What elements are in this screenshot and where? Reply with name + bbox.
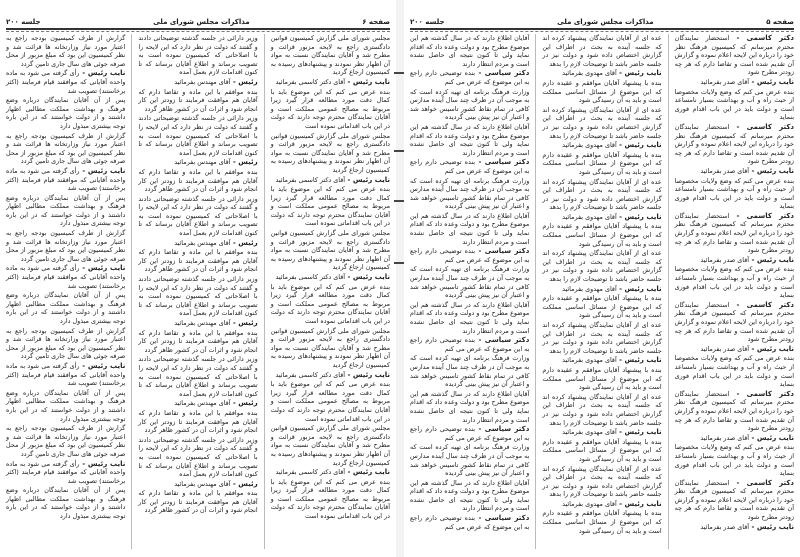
- page-header: [6, 16, 390, 28]
- paragraph: [138, 78, 257, 87]
- paragraph: [138, 489, 257, 515]
- paragraph-text: آقای دکتر کاسمی بفرمائید: [275, 175, 346, 184]
- paragraph: [410, 34, 529, 68]
- speaker-name: نایب رئیس -: [616, 141, 662, 150]
- paragraph: [138, 399, 257, 408]
- paragraph: [138, 88, 257, 114]
- paragraph: [138, 248, 257, 274]
- paragraph: [410, 265, 529, 299]
- paragraph-text: آقای صدر بفرمائید: [700, 166, 750, 175]
- paragraph-text: عده ای از آقایان نمایندگان پیشنهاد کرده اند که جلسه آینده به بحث در اطراف این گزارش اختصاص داده شود و دولت نیز در جلسه حاضر باشد تا توضیحات لازم را بدهد: [542, 105, 662, 140]
- paragraph-text: آقای صدر بفرمائید: [700, 522, 750, 531]
- speaker-name: رئیس -: [230, 319, 258, 327]
- paragraph: [138, 168, 257, 194]
- paragraph: [410, 301, 529, 335]
- paragraph: [410, 425, 529, 442]
- paragraph: [675, 88, 794, 122]
- paragraph-text: استحضار نمایندگان محترم میرسانم که کمیسیون فرهنگ نظر خود را درباره این لایحه اعلام نموده و گزارش آن تقدیم شده است و تقاضا دارم که هر چه زودتر مطرح شود: [674, 122, 794, 166]
- speaker-name: دکتر سیاسی -: [475, 247, 530, 256]
- paragraph: [6, 69, 125, 95]
- speaker-name: دکتر سیاسی -: [475, 158, 530, 167]
- header-rule: [410, 28, 794, 32]
- paragraph: [138, 355, 257, 398]
- speaker-name: نایب رئیس -: [616, 499, 662, 508]
- speaker-name: دکتر سیاسی -: [475, 69, 530, 78]
- paragraph-text: استحضار نمایندگان محترم میرسانم که کمیسیون فرهنگ نظر خود را درباره این لایحه اعلام نموده و گزارش آن تقدیم شده است و تقاضا دارم که هر چه زودتر مطرح شود: [674, 478, 794, 522]
- paragraph: [675, 443, 794, 477]
- paragraph: [542, 213, 661, 222]
- paragraph: [542, 249, 661, 283]
- paragraph: [542, 151, 661, 177]
- paragraph: [410, 354, 529, 388]
- paragraph: [138, 195, 257, 238]
- paragraph-text: عده ای از آقایان نمایندگان پیشنهاد کرده اند که جلسه آینده به بحث در اطراف این گزارش اختصاص داده شود و دولت نیز در جلسه حاضر باشد تا توضیحات لازم را بدهد: [542, 464, 662, 499]
- paragraph-text: آقای صدر بفرمائید: [700, 255, 750, 264]
- speaker-name: نایب رئیس -: [345, 468, 390, 477]
- paragraph-text: پس از آن آقایان نمایندگان درباره وضع فرهنگ و بهداشت مملکت مطالبی اظهار داشتند و از دولت خواستند که در این باره توجه بیشتری مبذول دارد: [6, 96, 126, 130]
- paragraph-text: آقای مهندس بفرمائید: [174, 319, 231, 327]
- paragraph-text: آقای دکتر کاسمی بفرمائید: [275, 273, 346, 282]
- paragraph-text: وزیر دارائی در جلسه گذشته توضیحاتی دادند و گفتند که دولت در نظر دارد که این لایحه را با اصلاحاتی که کمیسیون نموده است به تصویب برساند و اطلاع آقایان برساند که تا کنون اقدامات لازم بعمل آمده: [138, 114, 258, 157]
- speaker-name: دکتر سیاسی -: [475, 425, 530, 434]
- running-title: مذاکرات مجلس شورای ملی: [153, 18, 250, 26]
- paragraph-text: عده ای از آقایان نمایندگان پیشنهاد کرده اند که جلسه آینده به بحث در اطراف این گزارش اختصاص داده شود و دولت نیز در جلسه حاضر باشد تا توضیحات لازم را بدهد: [542, 249, 662, 284]
- paragraph: [542, 465, 661, 499]
- paragraph: [138, 114, 257, 157]
- paragraph: [675, 212, 794, 255]
- paragraph: [271, 229, 390, 272]
- paragraph-text: گزارش از طرف کمیسیون بودجه راجع به اعتبار مورد نیاز وزارتخانه ها قرائت شد و نظر کمیسیون این بود که مبلغ مزبور از محل صرفه جوئی های سال جاری تامین گردد: [6, 131, 126, 166]
- paragraph-text: آقای مهندس بفرمائید: [174, 479, 231, 488]
- running-title: مذاکرات مجلس شورای ملی: [557, 18, 654, 26]
- paragraph-text: مجلس شورای ملی گزارش کمیسیون قوانین دادگستری راجع به لایحه مزبور قرائت و مطرح شد و آقایان نمایندگان نسبت به مواد آن اظهار نظر نمودند و پیشنهادهای رسیده به کمیسیون ارجاع گردید: [270, 229, 390, 272]
- paragraph: [675, 301, 794, 344]
- paragraph: [410, 158, 529, 175]
- paragraph-text: آقایان اطلاع دارند که در سال گذشته هم این موضوع مطرح بود و دولت وعده داد که اقدام نماید ولی تا کنون نتیجه ای حاصل نشده است و مردم انتظار دارند: [410, 122, 530, 157]
- paragraph-text: بنده موافقم با این ماده و تقاضا دارم که آقایان هم موافقت فرمایند تا زودتر این کار انجام شود و اثرات آن در کشور ظاهر گردد: [138, 167, 258, 194]
- column-divider: [668, 34, 669, 549]
- paragraph-text: بنده عرض می کنم که این موضوع باید با کمال دقت مورد مطالعه قرار گیرد زیرا مربوط به مصالح عمومی مملکت است و آقایان نمایندگان محترم توجه دارند که دولت در این باب اقداماتی نموده است: [270, 87, 390, 130]
- right-page: [406, 0, 798, 557]
- text-columns: [410, 34, 794, 549]
- paragraph-text: وزیر دارائی در جلسه گذشته توضیحاتی دادند و گفتند که دولت در نظر دارد که این لایحه را با اصلاحاتی که کمیسیون نموده است به تصویب برساند و اطلاع آقایان برساند که تا کنون اقدامات لازم بعمل آمده: [138, 275, 258, 318]
- paragraph: [675, 123, 794, 166]
- speaker-name: نایب رئیس -: [749, 166, 794, 175]
- page-number: صفحه ۵: [766, 18, 794, 26]
- paragraph: [271, 478, 390, 521]
- paragraph-text: آقای مهندس بفرمائید: [174, 158, 231, 167]
- paragraph: [675, 78, 794, 87]
- paragraph-text: بنده عرض می کنم که این موضوع باید با کمال دقت مورد مطالعه قرار گیرد زیرا مربوط به مصالح عمومی مملکت است و آقایان نمایندگان محترم توجه دارند که دولت در این باب اقداماتی نموده است: [270, 282, 390, 325]
- paragraph-text: بنده با پیشنهاد آقایان موافقم و عقیده دارم که این موضوع از مسائل اساسی مملکت است و باید به آن رسیدگی شود: [542, 222, 662, 248]
- paragraph: [410, 247, 529, 264]
- paragraph: [271, 283, 390, 326]
- paragraph-text: وزارت فرهنگ برنامه ای تهیه کرده است که به موجب آن در ظرف چند سال آینده مدارس کافی در تمام نقاط کشور تاسیس خواهد شد و اعتبار آن نیز پیش بینی گردیده: [410, 354, 530, 389]
- paragraph: [410, 88, 529, 122]
- paragraph-text: آقایان اطلاع دارند که در سال گذشته هم این موضوع مطرح بود و دولت وعده داد که اقدام نماید ولی تا کنون نتیجه ای حاصل نشده است و مردم انتظار دارند: [410, 211, 530, 246]
- paragraph-text: بنده موافقم با این ماده و تقاضا دارم که آقایان هم موافقت فرمایند تا زودتر این کار انجام شود و اثرات آن در کشور ظاهر گردد: [138, 87, 258, 113]
- paragraph: [410, 177, 529, 211]
- paragraph: [138, 34, 257, 77]
- paragraph-text: بنده با پیشنهاد آقایان موافقم و عقیده دارم که این موضوع از مسائل اساسی مملکت است و باید به آن رسیدگی شود: [542, 437, 662, 463]
- paragraph: [542, 222, 661, 248]
- paragraph-text: بنده توضیحی دارم راجع به این موضوع که عرض می کنم: [410, 69, 530, 86]
- paragraph: [675, 256, 794, 265]
- paragraph-text: بنده عرض می کنم که وضع ولایات مخصوصا از حیث راه و آب و بهداشت بسیار نامساعد است و دولت باید در این باب اقدام فوری بنماید: [674, 87, 794, 122]
- paragraph: [271, 34, 390, 77]
- column-divider: [264, 34, 265, 549]
- paragraph-text: بنده عرض می کنم که این موضوع باید با کمال دقت مورد مطالعه قرار گیرد زیرا مربوط به مصالح عمومی مملکت است و آقایان نمایندگان محترم توجه دارند که دولت در این باب اقداماتی نموده است: [270, 380, 390, 423]
- paragraph-text: آقای مهندس بفرمائید: [174, 77, 231, 86]
- paragraph-text: بنده عرض می کنم که وضع ولایات مخصوصا از حیث راه و آب و بهداشت بسیار نامساعد است و دولت باید در این باب اقدام فوری بنماید: [674, 443, 794, 478]
- paragraph-text: پس از آن آقایان نمایندگان درباره وضع فرهنگ و بهداشت مملکت مطالبی اظهار داشتند و از دولت خواستند که در این باره توجه بیشتری مبذول دارد: [6, 291, 126, 325]
- paragraph: [410, 479, 529, 513]
- paragraph-text: گزارش از طرف کمیسیون بودجه راجع به اعتبار مورد نیاز وزارتخانه ها قرائت شد و نظر کمیسیون این بود که مبلغ مزبور از محل صرفه جوئی های سال جاری تامین گردد: [6, 424, 126, 458]
- paragraph: [675, 34, 794, 77]
- paragraph: [675, 390, 794, 433]
- paragraph: [675, 479, 794, 522]
- paragraph: [271, 468, 390, 477]
- paragraph: [138, 158, 257, 167]
- paragraph-text: رأی گرفته می شود به ماده واحده آقایانی که موافقند قیام فرمایند (اکثر برخاستند) تصویب شد: [6, 166, 126, 193]
- paragraph: [542, 106, 661, 140]
- speaker-name: رئیس -: [230, 399, 258, 408]
- paragraph: [410, 390, 529, 424]
- paragraph: [542, 69, 661, 78]
- paragraph-text: استحضار نمایندگان محترم میرسانم که کمیسیون فرهنگ نظر خود را درباره این لایحه اعلام نموده و گزارش آن تقدیم شده است و تقاضا دارم که هر چه زودتر مطرح شود: [674, 300, 794, 344]
- paragraph: [6, 167, 125, 193]
- paragraph-text: عده ای از آقایان نمایندگان پیشنهاد کرده اند که جلسه آینده به بحث در اطراف این گزارش اختصاص داده شود و دولت نیز در جلسه حاضر باشد تا توضیحات لازم را بدهد: [542, 392, 662, 427]
- speaker-name: نایب رئیس -: [749, 255, 794, 264]
- margin-mark: [394, 150, 404, 152]
- paragraph: [6, 460, 125, 486]
- speaker-name: رئیس -: [230, 479, 258, 488]
- paragraph-text: استحضار نمایندگان محترم میرسانم که کمیسیون فرهنگ نظر خود را درباره این لایحه اعلام نموده و گزارش آن تقدیم شده است و تقاضا دارم که هر چه زودتر مطرح شود: [674, 389, 794, 433]
- paragraph-text: بنده عرض می کنم که وضع ولایات مخصوصا از حیث راه و آب و بهداشت بسیار نامساعد است و دولت باید در این باب اقدام فوری بنماید: [674, 176, 794, 211]
- paragraph-text: رأی گرفته می شود به ماده واحده آقایانی که موافقند قیام فرمایند (اکثر برخاستند) تصویب شد: [6, 459, 126, 485]
- paragraph: [271, 327, 390, 370]
- paragraph: [138, 239, 257, 248]
- text-column: [271, 34, 390, 549]
- margin-mark: [394, 72, 404, 74]
- speaker-name: نایب رئیس -: [345, 370, 390, 379]
- paragraph-text: وزارت فرهنگ برنامه ای تهیه کرده است که به موجب آن در ظرف چند سال آینده مدارس کافی در تمام نقاط کشور تاسیس خواهد شد و اعتبار آن نیز پیش بینی گردیده: [410, 265, 530, 300]
- text-column: [138, 34, 257, 549]
- paragraph: [271, 132, 390, 175]
- session-number: جلسه ۲۰۰: [410, 18, 445, 26]
- paragraph-text: آقای مهدوی بفرمائید: [562, 141, 617, 150]
- speaker-name: نایب رئیس -: [345, 175, 390, 184]
- speaker-name: نایب رئیس -: [79, 69, 126, 78]
- paragraph-text: آقای مهندس بفرمائید: [174, 238, 231, 247]
- paragraph: [6, 34, 125, 68]
- header-rule: [6, 28, 390, 32]
- text-column: [542, 34, 661, 549]
- paragraph-text: گزارش از طرف کمیسیون بودجه راجع به اعتبار مورد نیاز وزارتخانه ها قرائت شد و نظر کمیسیون این بود که مبلغ مزبور از محل صرفه جوئی های سال جاری تامین گردد: [6, 229, 126, 263]
- paragraph: [675, 167, 794, 176]
- paragraph: [138, 319, 257, 328]
- paragraph-text: آقای مهدوی بفرمائید: [562, 284, 617, 293]
- paragraph-text: مجلس شورای ملی گزارش کمیسیون قوانین دادگستری راجع به لایحه مزبور قرائت و مطرح شد و آقایان نمایندگان نسبت به مواد آن اظهار نظر نمودند و پیشنهادهای رسیده به کمیسیون ارجاع گردید: [270, 131, 390, 174]
- paragraph: [542, 34, 661, 68]
- text-column: [410, 34, 529, 549]
- speaker-name: نایب رئیس -: [749, 344, 794, 353]
- paragraph: [138, 275, 257, 318]
- paragraph-text: آقای مهدوی بفرمائید: [562, 356, 617, 365]
- paragraph-text: گزارش از طرف کمیسیون بودجه راجع به اعتبار مورد نیاز وزارتخانه ها قرائت شد و نظر کمیسیون این بود که مبلغ مزبور از محل صرفه جوئی های سال جاری تامین گردد: [6, 326, 126, 361]
- speaker-name: نایب رئیس -: [79, 166, 126, 175]
- speaker-name: دکتر سیاسی -: [475, 336, 530, 345]
- paragraph: [6, 194, 125, 228]
- paragraph: [271, 371, 390, 380]
- paragraph-text: گزارش از طرف کمیسیون بودجه راجع به اعتبار مورد نیاز وزارتخانه ها قرائت شد و نظر کمیسیون این بود که مبلغ مزبور از محل صرفه جوئی های سال جاری تامین گردد: [6, 34, 126, 68]
- paragraph-text: وزارت فرهنگ برنامه ای تهیه کرده است که به موجب آن در ظرف چند سال آینده مدارس کافی در تمام نقاط کشور تاسیس خواهد شد و اعتبار آن نیز پیش بینی گردیده: [410, 176, 530, 211]
- paragraph: [542, 356, 661, 365]
- page-header: [410, 16, 794, 28]
- paragraph: [6, 389, 125, 423]
- speaker-name: نایب رئیس -: [616, 284, 662, 293]
- paragraph-text: بنده توضیحی دارم راجع به این موضوع که عرض می کنم: [410, 158, 530, 175]
- paragraph: [6, 96, 125, 130]
- text-column: [675, 34, 794, 549]
- paragraph: [410, 336, 529, 353]
- paragraph-text: آقای دکتر کاسمی بفرمائید: [275, 370, 346, 379]
- paragraph-text: بنده عرض می کنم که این موضوع باید با کمال دقت مورد مطالعه قرار گیرد زیرا مربوط به مصالح عمومی مملکت است و آقایان نمایندگان محترم توجه دارند که دولت در این باب اقداماتی نموده است: [270, 477, 390, 521]
- paragraph-text: استحضار نمایندگان محترم میرسانم که کمیسیون فرهنگ نظر خود را درباره این لایحه اعلام نموده و گزارش آن تقدیم شده است و تقاضا دارم که هر چه زودتر مطرح شود: [674, 34, 794, 77]
- paragraph: [138, 409, 257, 435]
- paragraph: [675, 177, 794, 211]
- paragraph: [271, 380, 390, 423]
- paragraph: [542, 321, 661, 355]
- paragraph-text: بنده با پیشنهاد آقایان موافقم و عقیده دارم که این موضوع از مسائل اساسی مملکت است و باید به آن رسیدگی شود: [542, 365, 662, 392]
- paragraph-text: پس از آن آقایان نمایندگان درباره وضع فرهنگ و بهداشت مملکت مطالبی اظهار داشتند و از دولت خواستند که در این باره توجه بیشتری مبذول دارد: [6, 486, 126, 521]
- paragraph: [271, 273, 390, 282]
- paragraph: [6, 132, 125, 166]
- paragraph: [410, 123, 529, 157]
- paragraph-text: بنده با پیشنهاد آقایان موافقم و عقیده دارم که این موضوع از مسائل اساسی مملکت است و باید به آن رسیدگی شود: [542, 78, 662, 105]
- paragraph-text: وزیر دارائی در جلسه گذشته توضیحاتی دادند و گفتند که دولت در نظر دارد که این لایحه را با اصلاحاتی که کمیسیون نموده است به تصویب برساند و اطلاع آقایان برساند که تا کنون اقدامات لازم بعمل آمده: [138, 194, 258, 238]
- speaker-name: نایب رئیس -: [345, 273, 390, 282]
- paragraph: [6, 264, 125, 290]
- paragraph-text: عده ای از آقایان نمایندگان پیشنهاد کرده اند که جلسه آینده به بحث در اطراف این گزارش اختصاص داده شود و دولت نیز در جلسه حاضر باشد تا توضیحات لازم را بدهد: [542, 177, 662, 212]
- text-columns: [6, 34, 390, 549]
- paragraph: [675, 345, 794, 354]
- paragraph-text: آقای مهدوی بفرمائید: [562, 428, 617, 437]
- paragraph: [542, 366, 661, 392]
- speaker-name: رئیس -: [230, 238, 258, 247]
- paragraph-text: آقای صدر بفرمائید: [700, 344, 750, 353]
- speaker-name: نایب رئیس -: [749, 77, 794, 86]
- paragraph: [675, 354, 794, 388]
- paragraph: [6, 424, 125, 458]
- paragraph-text: آقای مهدوی بفرمائید: [562, 212, 617, 221]
- paragraph-text: رأی گرفته می شود به ماده واحده آقایانی که موافقند قیام فرمایند (اکثر برخاستند) تصویب شد: [6, 69, 126, 95]
- paragraph: [542, 285, 661, 294]
- paragraph-text: آقای دکتر کاسمی بفرمائید: [275, 77, 346, 86]
- paragraph-text: آقای مهدوی بفرمائید: [562, 69, 617, 78]
- paragraph: [410, 212, 529, 246]
- paragraph-text: بنده با پیشنهاد آقایان موافقم و عقیده دارم که این موضوع از مسائل اساسی مملکت است و باید به آن رسیدگی شود: [542, 509, 662, 535]
- paragraph: [542, 393, 661, 427]
- paragraph-text: بنده موافقم با این ماده و تقاضا دارم که آقایان هم موافقت فرمایند تا زودتر این کار انجام شود و اثرات آن در کشور ظاهر گردد: [138, 248, 258, 274]
- paragraph: [675, 523, 794, 532]
- paragraph: [542, 178, 661, 212]
- paragraph-text: بنده موافقم با این ماده و تقاضا دارم که آقایان هم موافقت فرمایند تا زودتر این کار انجام شود و اثرات آن در کشور ظاهر گردد: [138, 328, 258, 354]
- paragraph: [675, 434, 794, 443]
- paragraph: [542, 141, 661, 150]
- paragraph: [410, 443, 529, 477]
- paragraph-text: بنده عرض می کنم که وضع ولایات مخصوصا از حیث راه و آب و بهداشت بسیار نامساعد است و دولت باید در این باب اقدام فوری بنماید: [674, 265, 794, 300]
- paragraph-text: وزیر دارائی در جلسه گذشته توضیحاتی دادند و گفتند که دولت در نظر دارد که این لایحه را با اصلاحاتی که کمیسیون نموده است به تصویب برساند و اطلاع آقایان برساند که تا کنون اقدامات لازم بعمل آمده: [138, 355, 258, 398]
- paragraph: [542, 294, 661, 320]
- paragraph-text: وزارت فرهنگ برنامه ای تهیه کرده است که به موجب آن در ظرف چند سال آینده مدارس کافی در تمام نقاط کشور تاسیس خواهد شد و اعتبار آن نیز پیش بینی گردیده: [410, 87, 530, 122]
- speaker-name: نایب رئیس -: [616, 212, 662, 221]
- paragraph: [6, 362, 125, 388]
- paragraph-text: عده ای از آقایان نمایندگان پیشنهاد کرده اند که جلسه آینده به بحث در اطراف این گزارش اختصاص داده شود و دولت نیز در جلسه حاضر باشد تا توضیحات لازم را بدهد: [542, 321, 662, 355]
- speaker-name: نایب رئیس -: [749, 433, 794, 442]
- paragraph-text: بنده با پیشنهاد آقایان موافقم و عقیده دارم که این موضوع از مسائل اساسی مملکت است و باید به آن رسیدگی شود: [542, 150, 662, 176]
- speaker-name: نایب رئیس -: [345, 77, 390, 86]
- paragraph-text: بنده توضیحی دارم راجع به این موضوع که عرض می کنم: [410, 425, 530, 442]
- speaker-name: دکتر کاسمی -: [729, 300, 794, 309]
- speaker-name: دکتر سیاسی -: [475, 514, 530, 523]
- paragraph: [271, 185, 390, 228]
- paragraph-text: آقای مهدوی بفرمائید: [562, 499, 617, 508]
- paragraph-text: آقایان اطلاع دارند که در سال گذشته هم این موضوع مطرح بود و دولت وعده داد که اقدام نماید ولی تا کنون نتیجه ای حاصل نشده است و مردم انتظار دارند: [410, 389, 530, 424]
- speaker-name: رئیس -: [230, 77, 258, 86]
- paragraph-text: بنده توضیحی دارم راجع به این موضوع که عرض می کنم: [410, 336, 530, 353]
- speaker-name: رئیس -: [230, 158, 258, 167]
- paragraph: [271, 88, 390, 131]
- session-number: جلسه ۲۰۰: [6, 18, 41, 26]
- paragraph-text: آقای مهندس بفرمائید: [174, 399, 231, 408]
- paragraph: [6, 486, 125, 520]
- paragraph-text: بنده با پیشنهاد آقایان موافقم و عقیده دارم که این موضوع از مسائل اساسی مملکت است و باید به آن رسیدگی شود: [542, 294, 662, 320]
- paragraph-text: استحضار نمایندگان محترم میرسانم که کمیسیون فرهنگ نظر خود را درباره این لایحه اعلام نموده و گزارش آن تقدیم شده است و تقاضا دارم که هر چه زودتر مطرح شود: [674, 211, 794, 255]
- speaker-name: نایب رئیس -: [616, 356, 662, 365]
- paragraph: [6, 291, 125, 325]
- paragraph: [542, 509, 661, 535]
- paragraph-text: مجلس شورای ملی گزارش کمیسیون قوانین دادگستری راجع به لایحه مزبور قرائت و مطرح شد و آقایان نمایندگان نسبت به مواد آن اظهار نظر نمودند و پیشنهادهای رسیده به کمیسیون ارجاع گردید: [270, 424, 390, 467]
- paragraph-text: وزیر دارائی در جلسه گذشته توضیحاتی دادند و گفتند که دولت در نظر دارد که این لایحه را با اصلاحاتی که کمیسیون نموده است به تصویب برساند و اطلاع آقایان برساند که تا کنون اقدامات لازم بعمل آمده: [138, 435, 258, 479]
- speaker-name: نایب رئیس -: [749, 522, 794, 531]
- paragraph-text: مجلس شورای ملی گزارش کمیسیون قوانین دادگستری راجع به لایحه مزبور قرائت و مطرح شد و آقایان نمایندگان نسبت به مواد آن اظهار نظر نمودند و پیشنهادهای رسیده به کمیسیون ارجاع گردید: [270, 326, 390, 369]
- paragraph-text: وزارت فرهنگ برنامه ای تهیه کرده است که به موجب آن در ظرف چند سال آینده مدارس کافی در تمام نقاط کشور تاسیس خواهد شد و اعتبار آن نیز پیش بینی گردیده: [410, 443, 530, 478]
- speaker-name: دکتر کاسمی -: [729, 211, 794, 220]
- paragraph-text: رأی گرفته می شود به ماده واحده آقایانی که موافقند قیام فرمایند (اکثر برخاستند) تصویب شد: [6, 264, 126, 290]
- paragraph: [542, 438, 661, 464]
- column-divider: [535, 34, 536, 549]
- text-column: [6, 34, 125, 549]
- page-number: صفحه ۶: [362, 18, 390, 26]
- speaker-name: نایب رئیس -: [79, 264, 126, 273]
- paragraph-text: بنده توضیحی دارم راجع به این موضوع که عرض می کنم: [410, 247, 530, 264]
- paragraph-text: بنده عرض می کنم که این موضوع باید با کمال دقت مورد مطالعه قرار گیرد زیرا مربوط به مصالح عمومی مملکت است و آقایان نمایندگان محترم توجه دارند که دولت در این باب اقداماتی نموده است: [270, 185, 390, 228]
- paragraph-text: بنده عرض می کنم که وضع ولایات مخصوصا از حیث راه و آب و بهداشت بسیار نامساعد است و دولت باید در این باب اقدام فوری بنماید: [674, 354, 794, 389]
- speaker-name: نایب رئیس -: [79, 361, 126, 370]
- paragraph: [271, 424, 390, 467]
- paragraph-text: بنده توضیحی دارم راجع به این موضوع که عرض می کنم: [410, 514, 530, 531]
- paragraph-text: آقایان اطلاع دارند که در سال گذشته هم این موضوع مطرح بود و دولت وعده داد که اقدام نماید ولی تا کنون نتیجه ای حاصل نشده است و مردم انتظار دارند: [410, 478, 530, 513]
- paragraph: [675, 265, 794, 299]
- speaker-name: نایب رئیس -: [79, 459, 126, 468]
- paragraph: [6, 327, 125, 361]
- paragraph-text: مجلس شورای ملی گزارش کمیسیون قوانین دادگستری راجع به لایحه مزبور قرائت و مطرح شد و آقایان نمایندگان نسبت به مواد آن اظهار نظر نمودند و پیشنهادهای رسیده به کمیسیون ارجاع گردید: [270, 34, 390, 77]
- paragraph-text: آقای صدر بفرمائید: [700, 433, 750, 442]
- paragraph-text: رأی گرفته می شود به ماده واحده آقایانی که موافقند قیام فرمایند (اکثر برخاستند) تصویب شد: [6, 361, 126, 388]
- column-divider: [131, 34, 132, 549]
- paragraph-text: بنده موافقم با این ماده و تقاضا دارم که آقایان هم موافقت فرمایند تا زودتر این کار انجام شود و اثرات آن در کشور ظاهر گردد: [138, 489, 258, 515]
- paragraph: [542, 79, 661, 105]
- paragraph: [138, 480, 257, 489]
- paragraph: [410, 514, 529, 531]
- speaker-name: دکتر کاسمی -: [729, 34, 794, 42]
- paragraph-text: آقایان اطلاع دارند که در سال گذشته هم این موضوع مطرح بود و دولت وعده داد که اقدام نماید ولی تا کنون نتیجه ای حاصل نشده است و مردم انتظار دارند: [410, 34, 530, 68]
- paragraph-text: آقای صدر بفرمائید: [700, 77, 750, 86]
- paragraph-text: آقای دکتر کاسمی بفرمائید: [275, 468, 346, 477]
- paragraph: [6, 229, 125, 263]
- paragraph-text: پس از آن آقایان نمایندگان درباره وضع فرهنگ و بهداشت مملکت مطالبی اظهار داشتند و از دولت خواستند که در این باره توجه بیشتری مبذول دارد: [6, 388, 126, 423]
- paragraph-text: بنده موافقم با این ماده و تقاضا دارم که آقایان هم موافقت فرمایند تا زودتر این کار انجام شود و اثرات آن در کشور ظاهر گردد: [138, 408, 258, 435]
- paragraph-text: وزیر دارائی در جلسه گذشته توضیحاتی دادند و گفتند که دولت در نظر دارد که این لایحه را با اصلاحاتی که کمیسیون نموده است به تصویب برساند و اطلاع آقایان برساند که تا کنون اقدامات لازم بعمل آمده: [138, 34, 258, 77]
- speaker-name: نایب رئیس -: [616, 69, 662, 78]
- page-gutter: [396, 0, 404, 557]
- paragraph-text: عده ای از آقایان نمایندگان پیشنهاد کرده اند که جلسه آینده به بحث در اطراف این گزارش اختصاص داده شود و دولت نیز در جلسه حاضر باشد تا توضیحات لازم را بدهد: [542, 34, 662, 68]
- paragraph: [271, 176, 390, 185]
- paragraph-text: آقایان اطلاع دارند که در سال گذشته هم این موضوع مطرح بود و دولت وعده داد که اقدام نماید ولی تا کنون نتیجه ای حاصل نشده است و مردم انتظار دارند: [410, 300, 530, 335]
- left-page: [2, 0, 394, 557]
- paragraph: [138, 436, 257, 479]
- speaker-name: دکتر کاسمی -: [729, 478, 794, 487]
- speaker-name: دکتر کاسمی -: [729, 122, 794, 131]
- paragraph: [271, 78, 390, 87]
- paragraph: [542, 428, 661, 437]
- speaker-name: دکتر کاسمی -: [729, 389, 794, 398]
- paragraph: [410, 69, 529, 86]
- margin-mark: [394, 262, 404, 264]
- speaker-name: نایب رئیس -: [616, 428, 662, 437]
- paragraph: [138, 329, 257, 355]
- paragraph-text: پس از آن آقایان نمایندگان درباره وضع فرهنگ و بهداشت مملکت مطالبی اظهار داشتند و از دولت خواستند که در این باره توجه بیشتری مبذول دارد: [6, 193, 126, 228]
- margin-mark: [394, 200, 404, 202]
- paragraph: [542, 500, 661, 509]
